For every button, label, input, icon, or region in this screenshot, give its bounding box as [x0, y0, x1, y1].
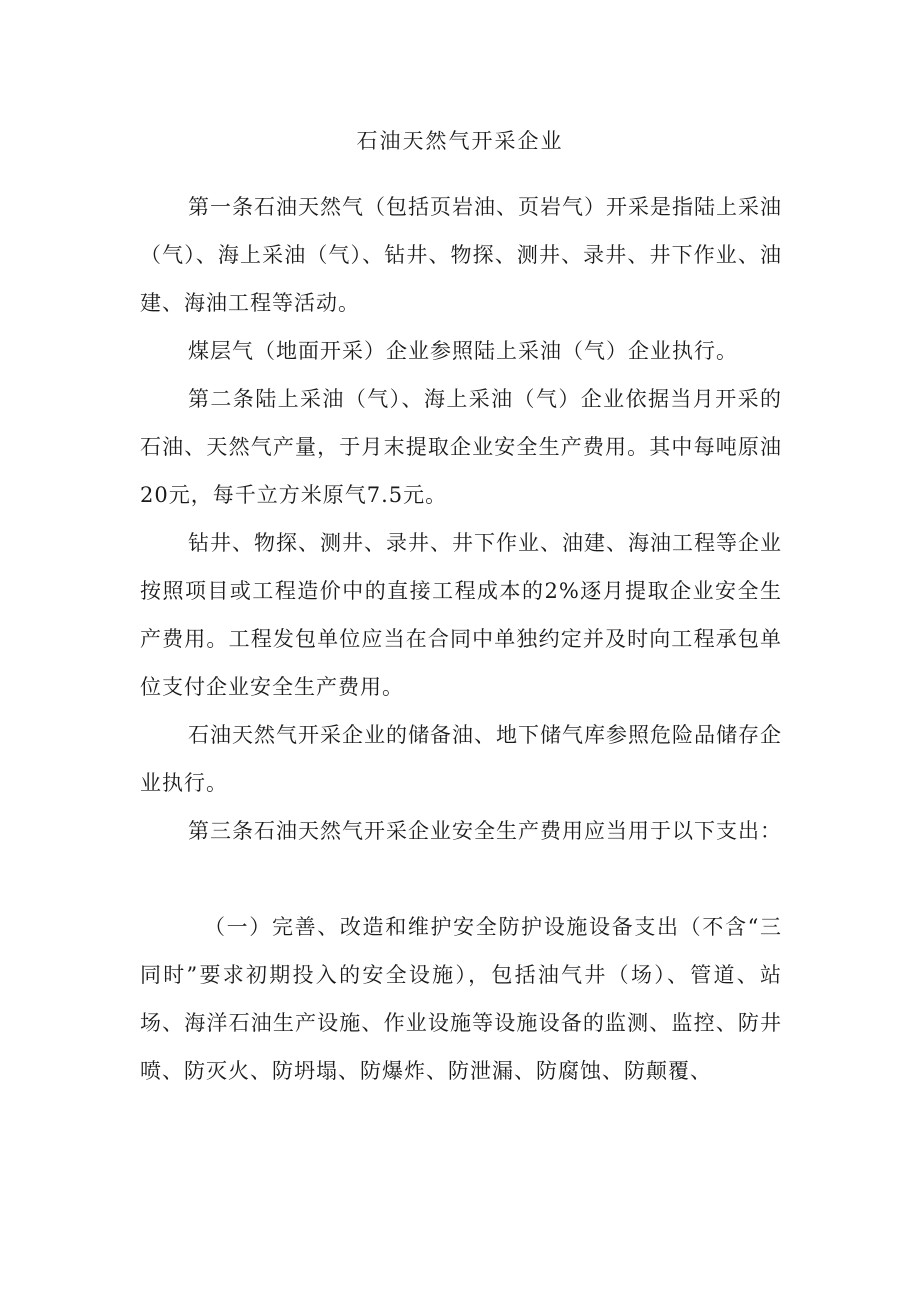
document-title: 石油天然气开采企业: [356, 129, 564, 153]
paragraph-item-1: （一）完善、改造和维护安全防护设施设备支出（不含“三同时”要求初期投入的安全设施），包括油气井（场）、管道、站场、海洋石油生产设施、作业设施等设施设备的监测、监控、防井喷、防灭火、防坍塌、防爆炸、防泄漏、防腐蚀、防颠覆、: [140, 915, 782, 1083]
paragraph-article-2: 第二条陆上采油（气）、海上采油（气）企业依据当月开采的石油、天然气产量，于月末提取企业安全生产费用。其中每吨原油20元，每千立方米原气7.5元。: [140, 387, 782, 507]
paragraph-article-1: 第一条石油天然气（包括页岩油、页岩气）开采是指陆上采油（气）、海上采油（气）、钻井、物探、测井、录井、井下作业、油建、海油工程等活动。: [140, 195, 782, 315]
paragraph-article-3: 第三条石油天然气开采企业安全生产费用应当用于以下支出：: [188, 819, 782, 843]
paragraph-coalbed-gas: 煤层气（地面开采）企业参照陆上采油（气）企业执行。: [188, 339, 738, 363]
paragraph-storage: 石油天然气开采企业的储备油、地下储气库参照危险品储存企业执行。: [140, 723, 782, 795]
paragraph-drilling-enterprises: 钻井、物探、测井、录井、井下作业、油建、海油工程等企业按照项目或工程造价中的直接工程成本的2%逐月提取企业安全生产费用。工程发包单位应当在合同中单独约定并及时向工程承包单位支付企业安全生产费用。: [140, 531, 782, 699]
